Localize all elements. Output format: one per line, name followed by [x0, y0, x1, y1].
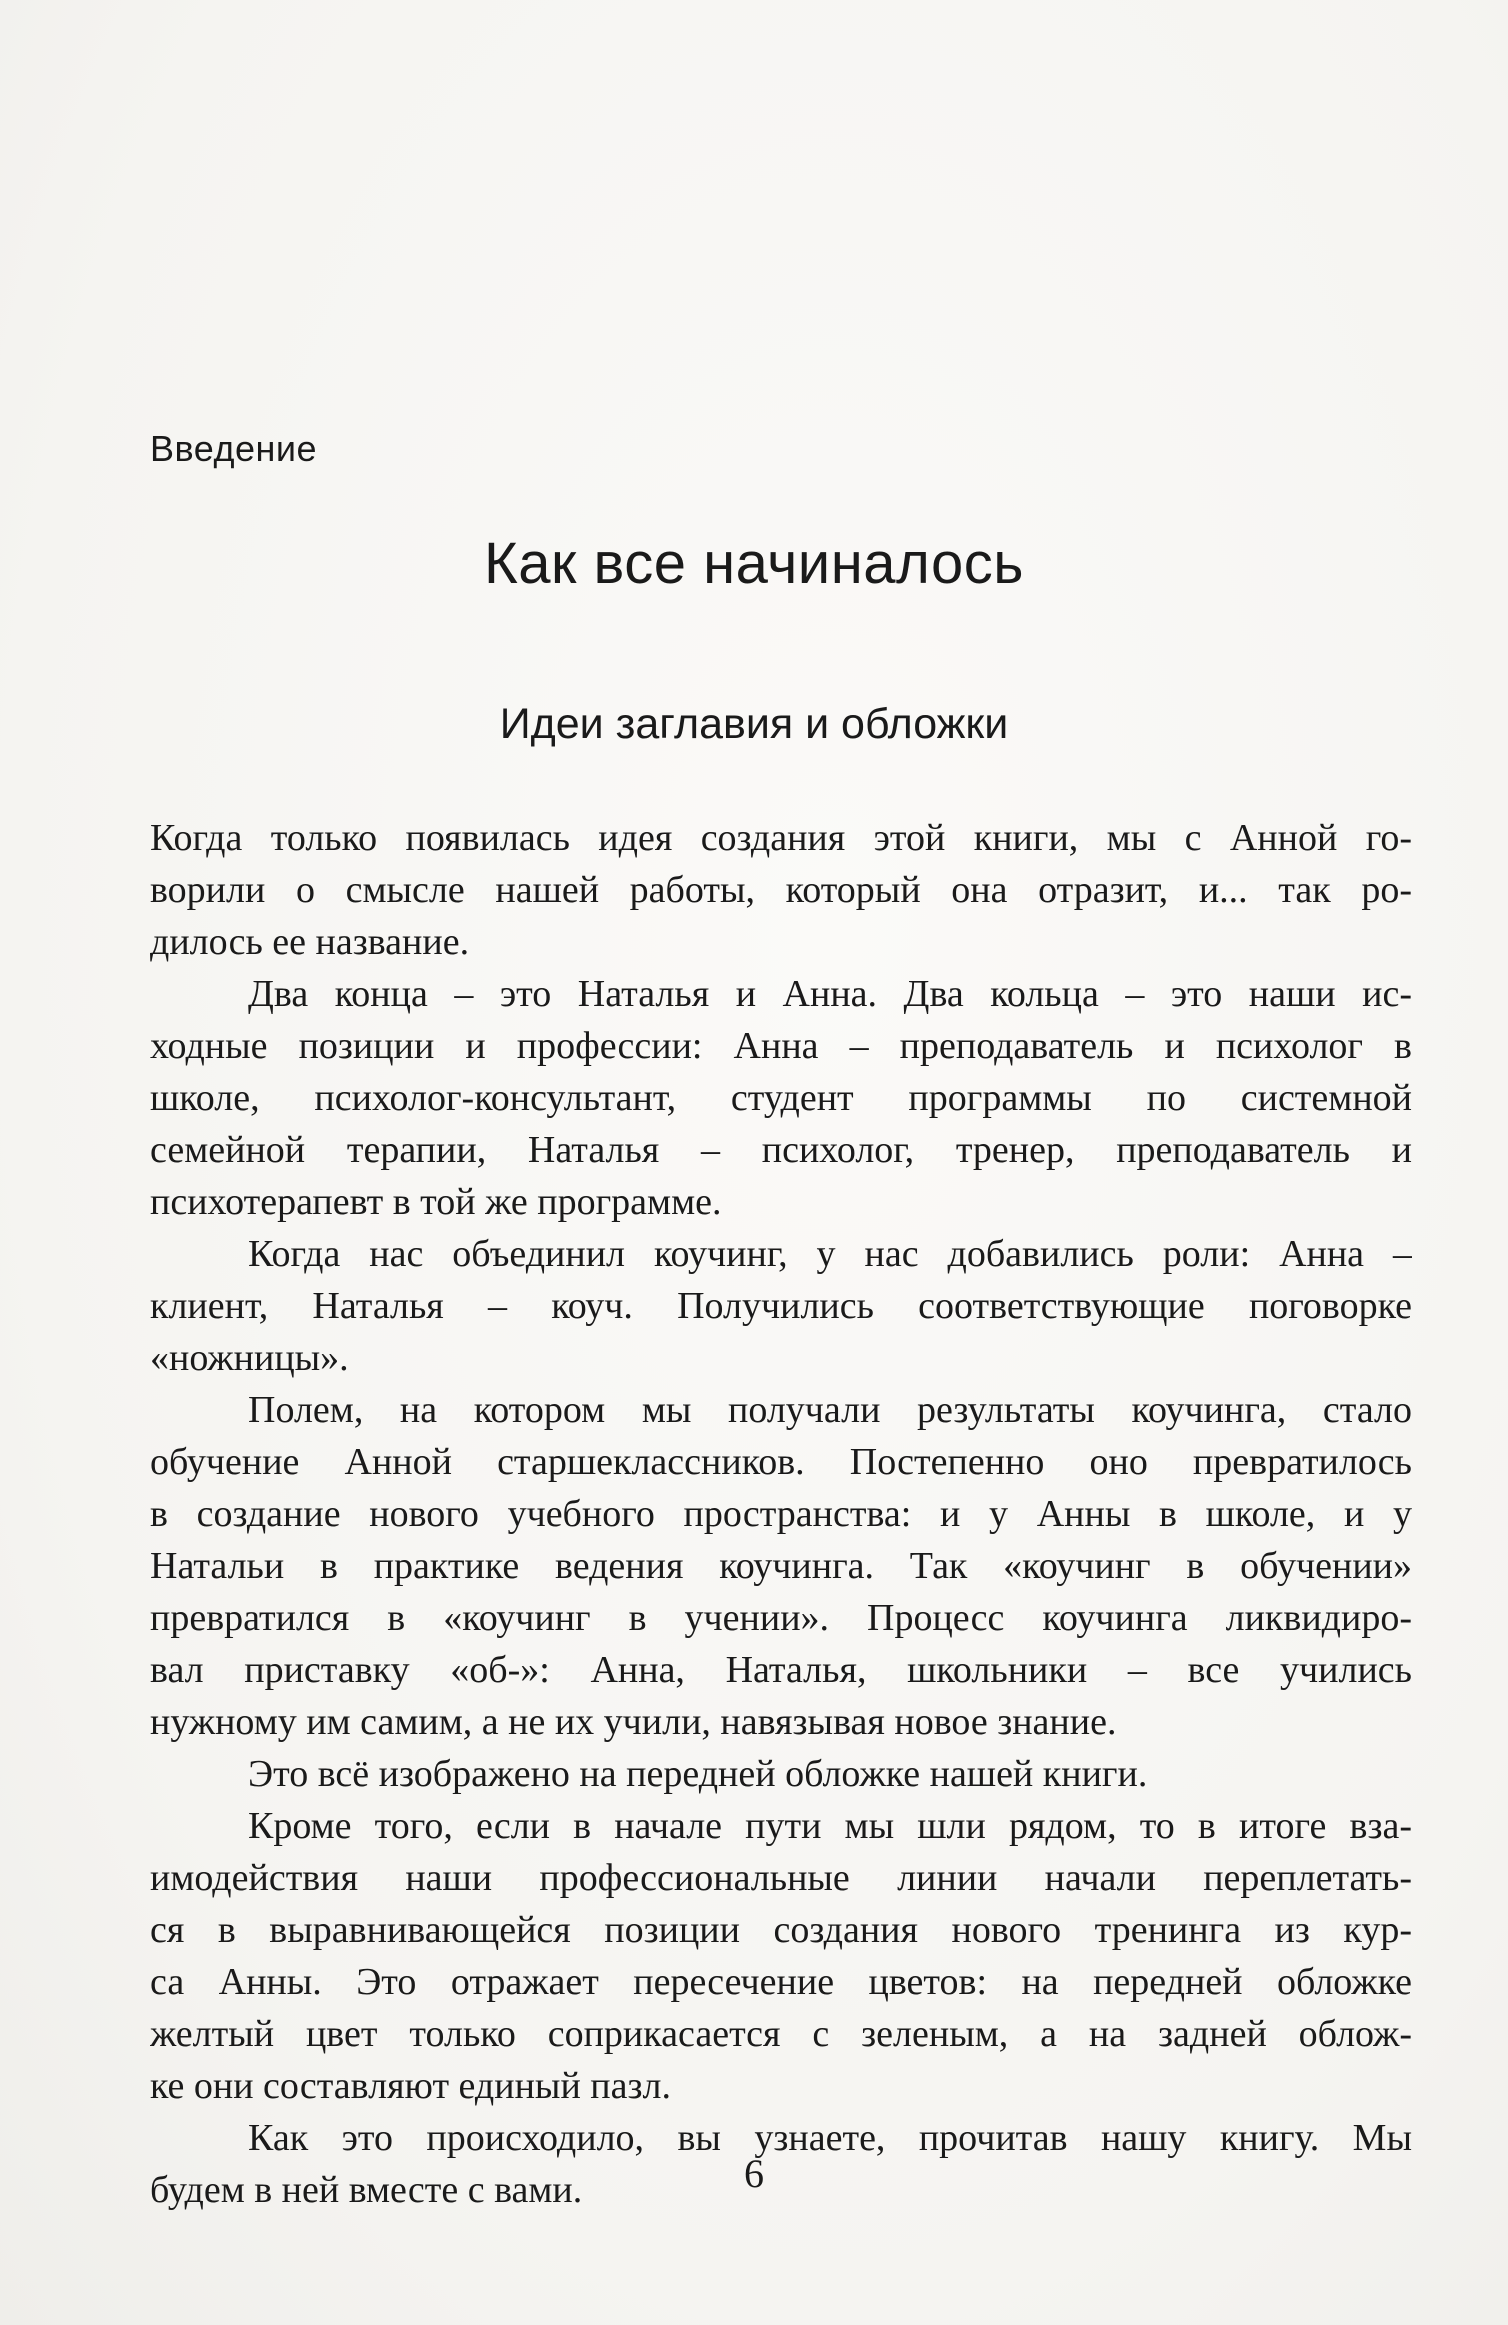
- paragraph-line: психотерапевт в той же программе.: [150, 1181, 722, 1223]
- paragraph-line: Кроме того, если в начале пути мы шли рядом, то в итоге вза-: [248, 1805, 1412, 1847]
- paragraph-line: Как это происходило, вы узнаете, прочитав нашу книгу. Мы: [248, 2117, 1412, 2159]
- paragraph-line: будем в ней вместе с вами.: [150, 2169, 583, 2211]
- paragraph-line: превратился в «коучинг в учении». Процесс коучинга ликвидиро-: [150, 1597, 1412, 1639]
- paragraph-line: Натальи в практике ведения коучинга. Так «коучинг в обучении»: [150, 1545, 1412, 1587]
- paragraph-line: клиент, Наталья – коуч. Получились соответствующие поговорке: [150, 1285, 1412, 1327]
- paragraph-line: Это всё изображено на передней обложке нашей книги.: [248, 1753, 1148, 1795]
- paragraph-line: Когда только появилась идея создания этой книги, мы с Анной го-: [150, 817, 1412, 859]
- paragraph-line: Два конца – это Наталья и Анна. Два кольца – это наши ис-: [248, 973, 1412, 1015]
- paragraph-line: Полем, на котором мы получали результаты коучинга, стало: [248, 1389, 1412, 1431]
- paragraph-line: в создание нового учебного пространства: и у Анны в школе, и у: [150, 1493, 1412, 1535]
- chapter-title: Как все начиналось: [484, 531, 1024, 596]
- paragraph-line: са Анны. Это отражает пересечение цветов: на передней обложке: [150, 1961, 1412, 2003]
- paragraph-line: ходные позиции и профессии: Анна – преподаватель и психолог в: [150, 1025, 1412, 1067]
- paragraph-line: ворили о смысле нашей работы, который она отразит, и... так ро-: [150, 869, 1412, 911]
- paragraph-line: вал приставку «об-»: Анна, Наталья, школьники – все учились: [150, 1649, 1412, 1691]
- paragraph-line: имодействия наши профессиональные линии начали переплетать-: [150, 1857, 1412, 1899]
- section-label: Введение: [150, 428, 318, 469]
- paragraph-line: желтый цвет только соприкасается с зеленым, а на задней облож-: [150, 2013, 1412, 2055]
- paragraph-line: «ножницы».: [150, 1337, 349, 1379]
- paragraph-line: Когда нас объединил коучинг, у нас добавились роли: Анна –: [248, 1233, 1412, 1275]
- paragraph-line: нужному им самим, а не их учили, навязывая новое знание.: [150, 1701, 1117, 1743]
- paragraph-line: обучение Анной старшеклассников. Постепенно оно превратилось: [150, 1441, 1412, 1483]
- subtitle: Идеи заглавия и обложки: [499, 700, 1009, 748]
- paragraph-line: ке они составляют единый пазл.: [150, 2065, 671, 2107]
- paragraph-line: дилось ее название.: [150, 921, 470, 963]
- paragraph-line: ся в выравнивающейся позиции создания нового тренинга из кур-: [150, 1909, 1412, 1951]
- paragraph-line: семейной терапии, Наталья – психолог, тренер, преподаватель и: [150, 1129, 1412, 1171]
- page-number: 6: [744, 2151, 764, 2196]
- paragraph-line: школе, психолог-консультант, студент программы по системной: [150, 1077, 1412, 1119]
- body-text: [150, 812, 1412, 2216]
